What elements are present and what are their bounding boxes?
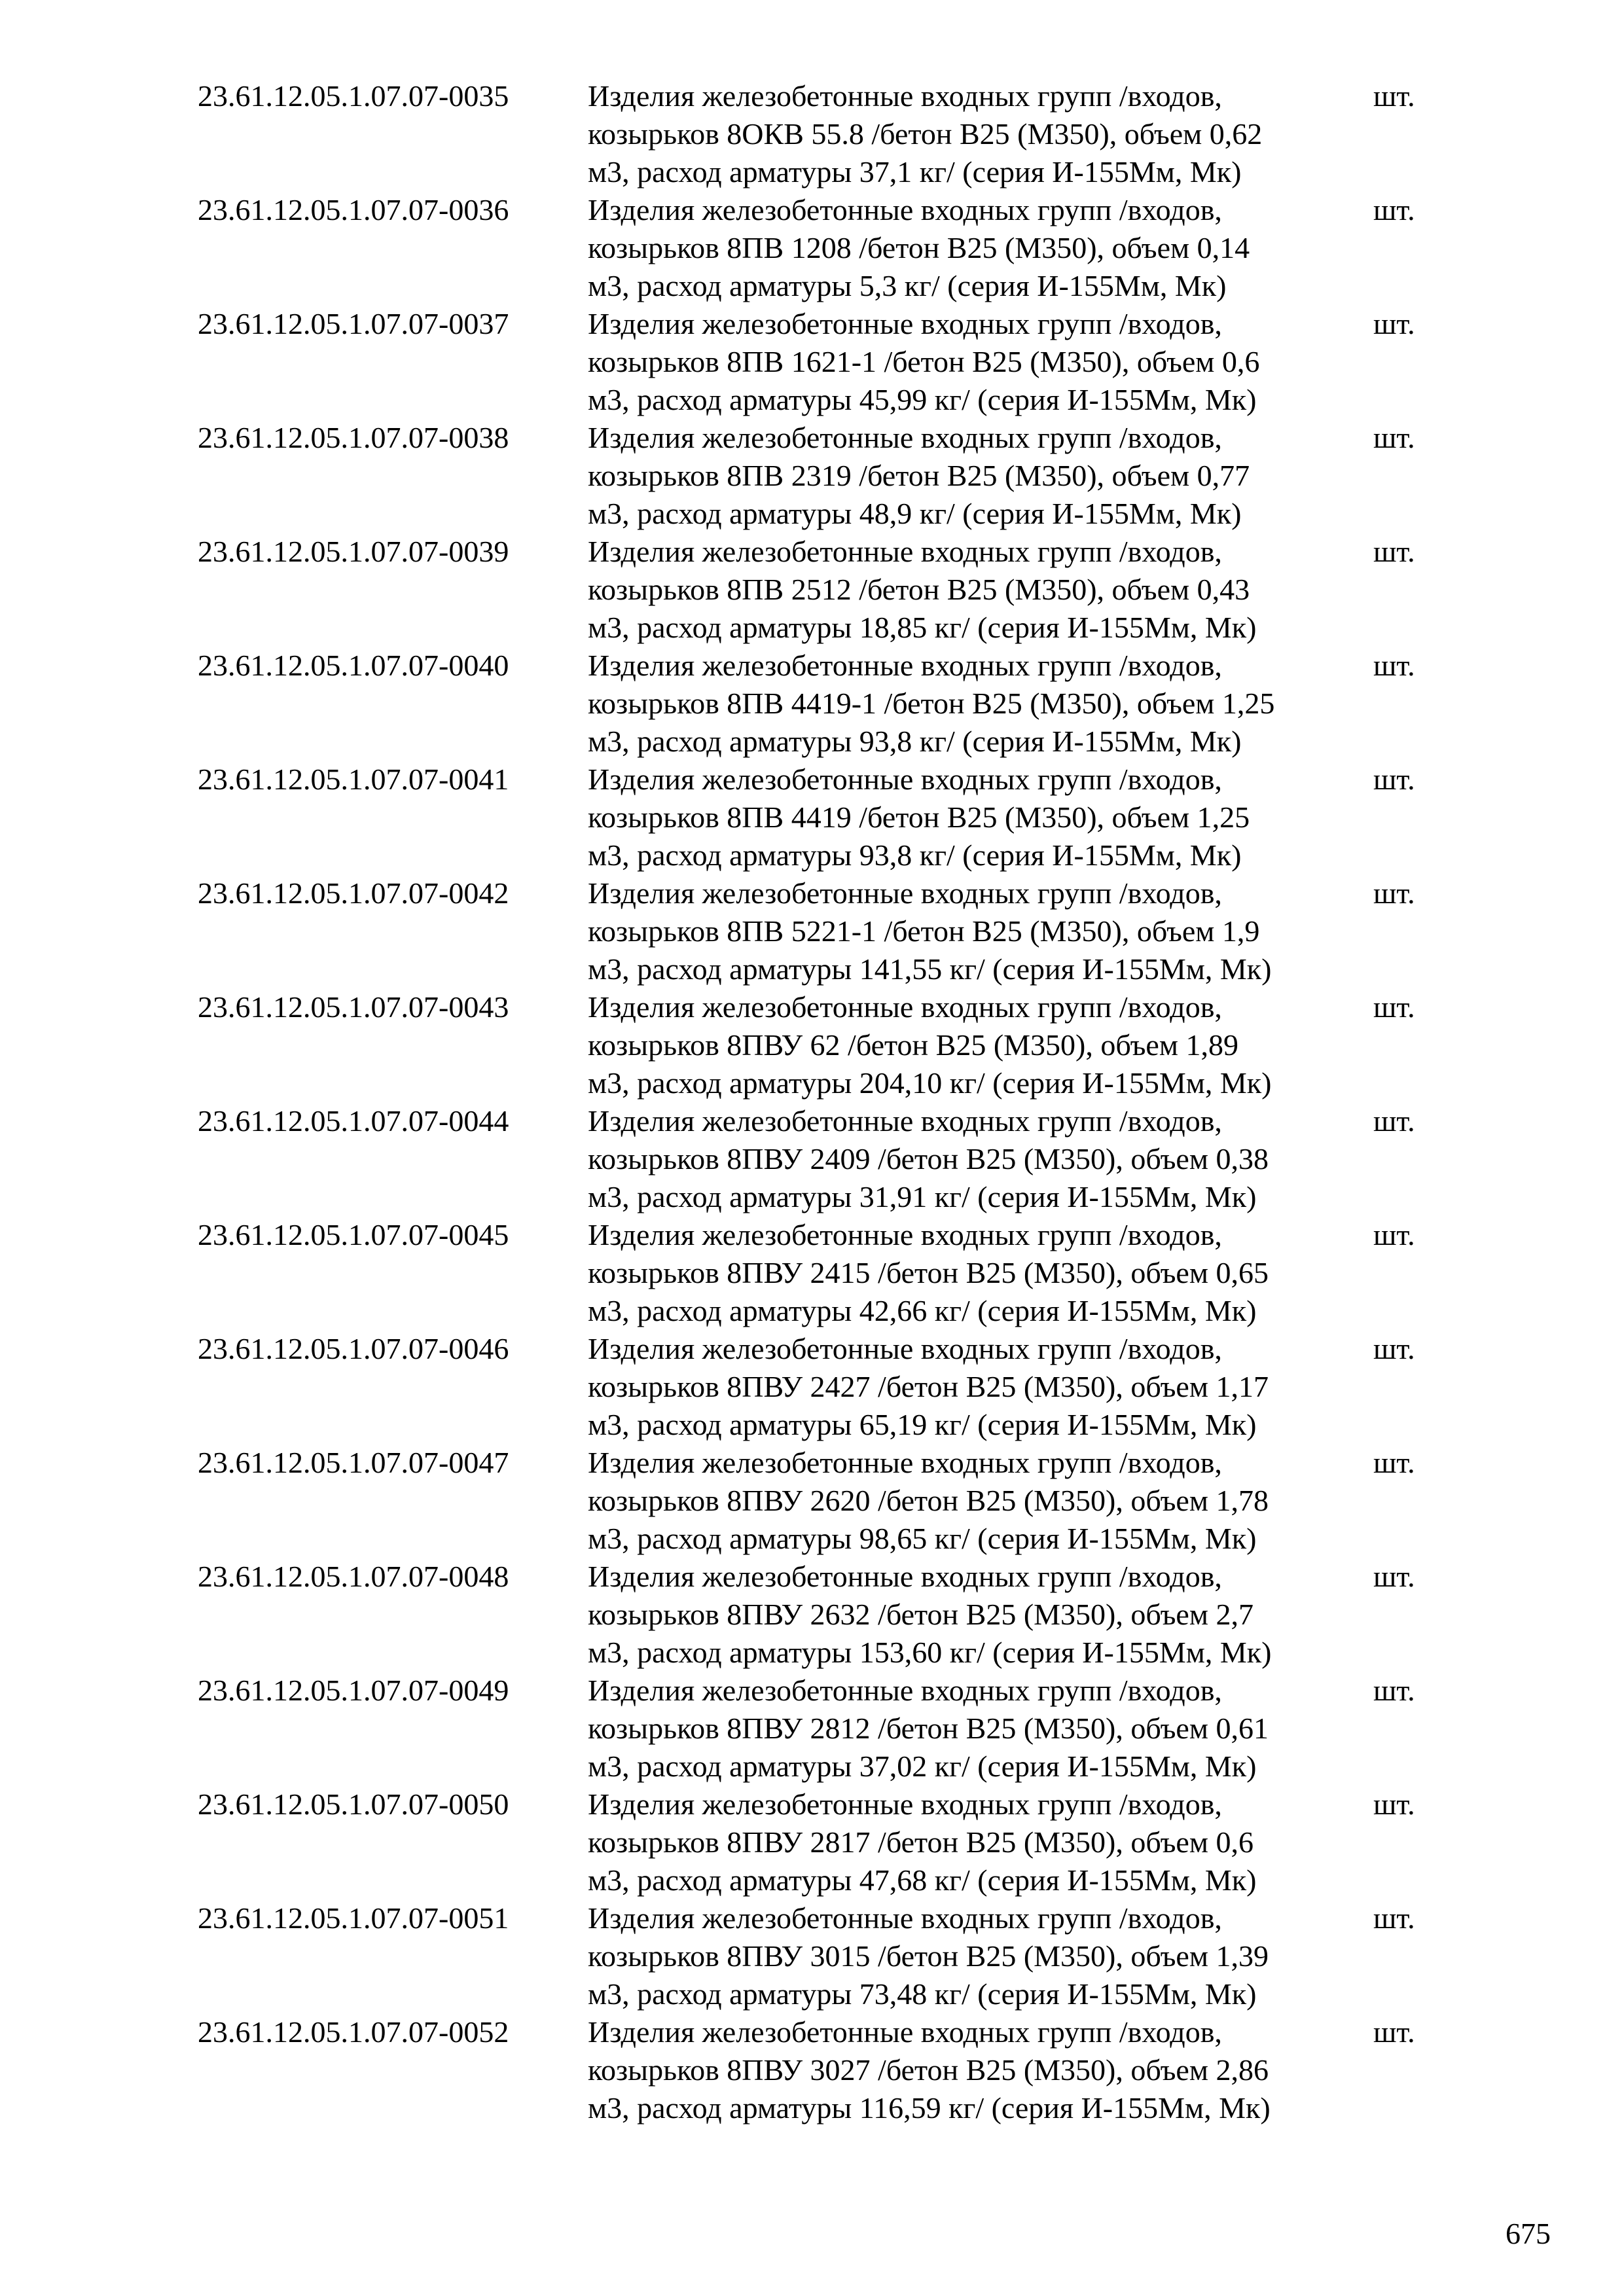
item-description (588, 1444, 1373, 1558)
item-description-line: м3, расход арматуры 48,9 кг/ (серия И-155Мм, Мк) (588, 497, 1242, 530)
item-description-line: Изделия железобетонные входных групп /входов, (588, 1787, 1222, 1821)
item-description-line: козырьков 8ПВУ 3027 /бетон В25 (М350), объем 2,86 (588, 2053, 1269, 2087)
item-code: 23.61.12.05.1.07.07-0052 (198, 2015, 509, 2049)
item-description-line: Изделия железобетонные входных групп /входов, (588, 1560, 1222, 1593)
item-description (588, 305, 1373, 419)
item-code: 23.61.12.05.1.07.07-0050 (198, 1787, 509, 1821)
item-description-line: козырьков 8ПВУ 2812 /бетон В25 (М350), объем 0,61 (588, 1712, 1269, 1745)
item-unit: шт. (1373, 762, 1415, 796)
item-unit: шт. (1373, 1332, 1415, 1365)
item-code: 23.61.12.05.1.07.07-0043 (198, 990, 509, 1024)
item-code: 23.61.12.05.1.07.07-0049 (198, 1674, 509, 1707)
item-description-line: Изделия железобетонные входных групп /входов, (588, 649, 1222, 682)
item-description (588, 1216, 1373, 1330)
item-description-line: козырьков 8ПВУ 3015 /бетон В25 (М350), объем 1,39 (588, 1939, 1269, 1973)
item-description-line: м3, расход арматуры 141,55 кг/ (серия И-155Мм, Мк) (588, 952, 1272, 986)
item-description-line: Изделия железобетонные входных групп /входов, (588, 1218, 1222, 1251)
item-description-line: м3, расход арматуры 5,3 кг/ (серия И-155Мм, Мк) (588, 269, 1227, 302)
item-description-line: козырьков 8ПВ 1621-1 /бетон В25 (М350), объем 0,6 (588, 345, 1260, 378)
item-description-line: м3, расход арматуры 73,48 кг/ (серия И-155Мм, Мк) (588, 1977, 1257, 2011)
item-description-line: козырьков 8ПВУ 2427 /бетон В25 (М350), объем 1,17 (588, 1370, 1269, 1403)
table-row (198, 1785, 1441, 1899)
item-description-line: козырьков 8ПВУ 2817 /бетон В25 (М350), объем 0,6 (588, 1825, 1254, 1859)
item-description-line: Изделия железобетонные входных групп /входов, (588, 1446, 1222, 1479)
item-code: 23.61.12.05.1.07.07-0042 (198, 876, 509, 910)
table-row (198, 988, 1441, 1102)
table-row (198, 1330, 1441, 1444)
item-code: 23.61.12.05.1.07.07-0048 (198, 1560, 509, 1593)
table-row (198, 761, 1441, 874)
item-unit: шт. (1373, 1446, 1415, 1479)
item-unit: шт. (1373, 421, 1415, 454)
item-description-line: Изделия железобетонные входных групп /входов, (588, 1674, 1222, 1707)
item-description-line: козырьков 8ПВУ 2632 /бетон В25 (М350), объем 2,7 (588, 1598, 1254, 1631)
item-description-line: Изделия железобетонные входных групп /входов, (588, 990, 1222, 1024)
item-code: 23.61.12.05.1.07.07-0035 (198, 79, 509, 113)
table-row (198, 305, 1441, 419)
item-description-line: Изделия железобетонные входных групп /входов, (588, 193, 1222, 226)
item-code: 23.61.12.05.1.07.07-0047 (198, 1446, 509, 1479)
item-description-line: м3, расход арматуры 153,60 кг/ (серия И-155Мм, Мк) (588, 1636, 1272, 1669)
item-description-line: козырьков 8ПВ 4419 /бетон В25 (М350), объем 1,25 (588, 800, 1250, 834)
item-unit: шт. (1373, 535, 1415, 568)
item-unit: шт. (1373, 193, 1415, 226)
item-description-line: Изделия железобетонные входных групп /входов, (588, 1332, 1222, 1365)
item-description-line: Изделия железобетонные входных групп /входов, (588, 79, 1222, 113)
item-code: 23.61.12.05.1.07.07-0051 (198, 1901, 509, 1935)
item-description-line: м3, расход арматуры 47,68 кг/ (серия И-155Мм, Мк) (588, 1863, 1257, 1897)
item-description-line: м3, расход арматуры 93,8 кг/ (серия И-155Мм, Мк) (588, 838, 1242, 872)
item-unit: шт. (1373, 990, 1415, 1024)
table-row (198, 1558, 1441, 1672)
item-description-line: козырьков 8ПВУ 62 /бетон В25 (М350), объем 1,89 (588, 1028, 1238, 1062)
item-code: 23.61.12.05.1.07.07-0040 (198, 649, 509, 682)
table-row (198, 1444, 1441, 1558)
item-description-line: козырьков 8ПВ 2512 /бетон В25 (М350), объем 0,43 (588, 573, 1250, 606)
item-description-line: Изделия железобетонные входных групп /входов, (588, 1104, 1222, 1138)
item-description-line: козырьков 8ПВ 1208 /бетон В25 (М350), объем 0,14 (588, 231, 1250, 264)
item-code: 23.61.12.05.1.07.07-0039 (198, 535, 509, 568)
item-description-line: м3, расход арматуры 204,10 кг/ (серия И-155Мм, Мк) (588, 1066, 1272, 1100)
item-description-line: м3, расход арматуры 98,65 кг/ (серия И-155Мм, Мк) (588, 1522, 1257, 1555)
item-description-line: м3, расход арматуры 65,19 кг/ (серия И-155Мм, Мк) (588, 1408, 1257, 1441)
item-description (588, 1558, 1373, 1672)
item-description (588, 2013, 1373, 2127)
item-description-line: м3, расход арматуры 37,02 кг/ (серия И-155Мм, Мк) (588, 1749, 1257, 1783)
item-description-line: козырьков 8ПВУ 2415 /бетон В25 (М350), объем 0,65 (588, 1256, 1269, 1289)
item-description (588, 1899, 1373, 2013)
table-row (198, 1102, 1441, 1216)
item-description-line: козырьков 8ПВ 4419-1 /бетон В25 (М350), объем 1,25 (588, 687, 1275, 720)
item-unit: шт. (1373, 1104, 1415, 1138)
item-code: 23.61.12.05.1.07.07-0045 (198, 1218, 509, 1251)
table-row (198, 419, 1441, 533)
item-description (588, 419, 1373, 533)
item-description (588, 1672, 1373, 1785)
item-description-line: Изделия железобетонные входных групп /входов, (588, 762, 1222, 796)
item-code: 23.61.12.05.1.07.07-0036 (198, 193, 509, 226)
item-description (588, 1102, 1373, 1216)
item-unit: шт. (1373, 1218, 1415, 1251)
item-description-line: Изделия железобетонные входных групп /входов, (588, 876, 1222, 910)
item-description-line: Изделия железобетонные входных групп /входов, (588, 421, 1222, 454)
item-unit: шт. (1373, 2015, 1415, 2049)
item-code: 23.61.12.05.1.07.07-0037 (198, 307, 509, 340)
item-description-line: козырьков 8ПВ 5221-1 /бетон В25 (М350), объем 1,9 (588, 914, 1260, 948)
item-description-line: м3, расход арматуры 93,8 кг/ (серия И-155Мм, Мк) (588, 725, 1242, 758)
item-description-line: м3, расход арматуры 31,91 кг/ (серия И-155Мм, Мк) (588, 1180, 1257, 1213)
item-description-line: козырьков 8ПВУ 2620 /бетон В25 (М350), объем 1,78 (588, 1484, 1269, 1517)
table-row (198, 1899, 1441, 2013)
item-description-line: козырьков 8ПВУ 2409 /бетон В25 (М350), объем 0,38 (588, 1142, 1269, 1175)
item-unit: шт. (1373, 649, 1415, 682)
table-row (198, 874, 1441, 988)
item-description-line: м3, расход арматуры 37,1 кг/ (серия И-155Мм, Мк) (588, 155, 1242, 188)
item-description-line: м3, расход арматуры 42,66 кг/ (серия И-155Мм, Мк) (588, 1294, 1257, 1327)
item-description (588, 647, 1373, 761)
table-row (198, 2013, 1441, 2127)
item-description (588, 77, 1373, 191)
item-description-line: Изделия железобетонные входных групп /входов, (588, 535, 1222, 568)
table-row (198, 647, 1441, 761)
item-description-line: козырьков 8ПВ 2319 /бетон В25 (М350), объем 0,77 (588, 459, 1250, 492)
item-unit: шт. (1373, 876, 1415, 910)
item-description (588, 874, 1373, 988)
item-description-line: Изделия железобетонные входных групп /входов, (588, 307, 1222, 340)
item-code: 23.61.12.05.1.07.07-0038 (198, 421, 509, 454)
item-code: 23.61.12.05.1.07.07-0041 (198, 762, 509, 796)
page-number: 675 (1506, 2217, 1551, 2250)
item-description (588, 1330, 1373, 1444)
item-description (588, 988, 1373, 1102)
item-description (588, 1785, 1373, 1899)
table-row (198, 1672, 1441, 1785)
item-description (588, 761, 1373, 874)
item-description (588, 191, 1373, 305)
item-description-line: Изделия железобетонные входных групп /входов, (588, 1901, 1222, 1935)
item-unit: шт. (1373, 1674, 1415, 1707)
item-code: 23.61.12.05.1.07.07-0044 (198, 1104, 509, 1138)
table-row (198, 1216, 1441, 1330)
table-row (198, 77, 1441, 191)
item-unit: шт. (1373, 79, 1415, 113)
item-description (588, 533, 1373, 647)
item-description-line: м3, расход арматуры 18,85 кг/ (серия И-155Мм, Мк) (588, 611, 1257, 644)
item-description-line: м3, расход арматуры 116,59 кг/ (серия И-155Мм, Мк) (588, 2091, 1271, 2125)
item-description-line: козырьков 8ОКВ 55.8 /бетон В25 (М350), объем 0,62 (588, 117, 1263, 151)
item-description-line: м3, расход арматуры 45,99 кг/ (серия И-155Мм, Мк) (588, 383, 1257, 416)
price-list-table (198, 77, 1441, 2127)
item-description-line: Изделия железобетонные входных групп /входов, (588, 2015, 1222, 2049)
item-unit: шт. (1373, 1560, 1415, 1593)
item-code: 23.61.12.05.1.07.07-0046 (198, 1332, 509, 1365)
table-row (198, 533, 1441, 647)
item-unit: шт. (1373, 1787, 1415, 1821)
table-row (198, 191, 1441, 305)
item-unit: шт. (1373, 307, 1415, 340)
item-unit: шт. (1373, 1901, 1415, 1935)
